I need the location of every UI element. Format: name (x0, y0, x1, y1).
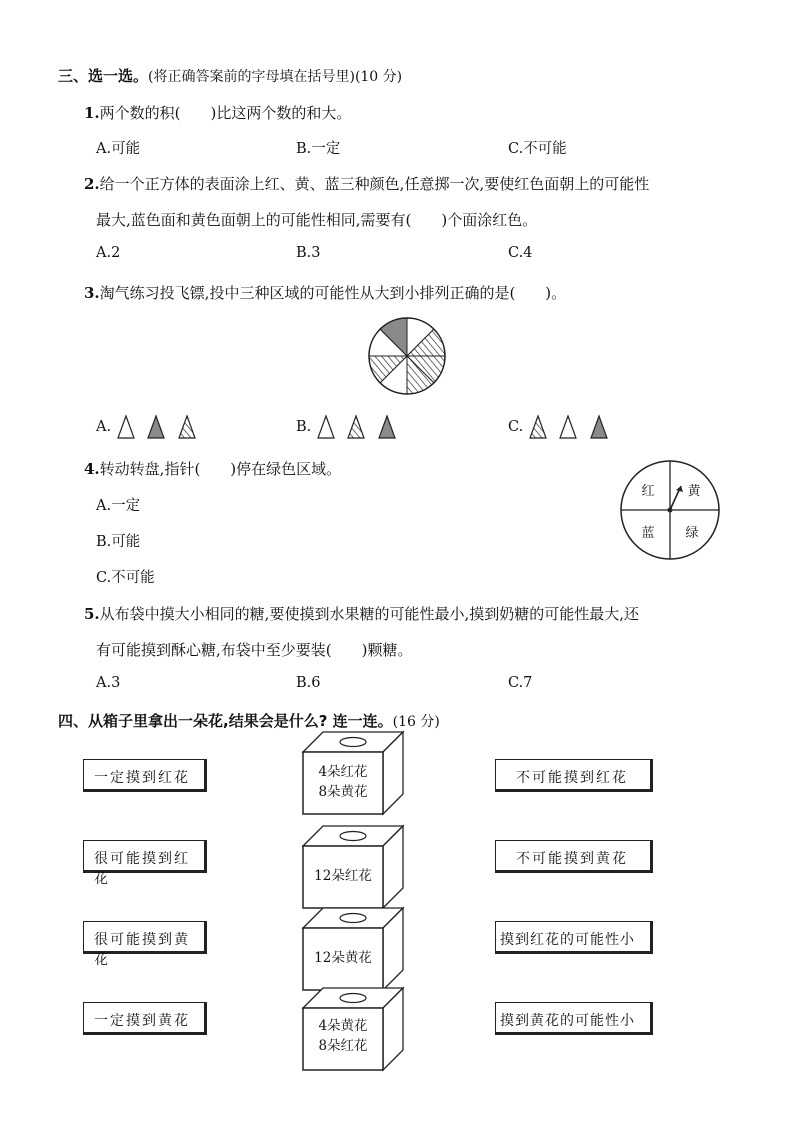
right-label-3[interactable]: 摸到红花的可能性小 (495, 921, 653, 954)
question-3: 3.淘气练习投飞镖,投中三种区域的可能性从大到小排列正确的是( )。 (84, 284, 567, 302)
flower-box-2[interactable] (299, 822, 409, 912)
white-triangle-icon (316, 414, 336, 440)
question-2: 2.给一个正方体的表面涂上红、黄、蓝三种颜色,任意掷一次,要使红色面朝上的可能性 (84, 175, 650, 193)
striped-triangle-icon (177, 414, 197, 440)
right-label-2[interactable]: 不可能摸到黄花 (495, 840, 653, 873)
gray-triangle-icon (377, 414, 397, 440)
q2-option-c: C.4 (508, 245, 533, 261)
gray-triangle-icon (589, 414, 609, 440)
spinner-figure (618, 458, 722, 562)
q1-option-b: B.一定 (296, 141, 341, 157)
question-5-line-2: 有可能摸到酥心糖,布袋中至少要装( )颗糖。 (96, 641, 413, 659)
flower-box-1[interactable] (299, 728, 409, 818)
q5-option-a: A.3 (96, 675, 121, 691)
left-label-4[interactable]: 一定摸到黄花 (83, 1002, 207, 1035)
box-line-2: 8朵黄花 (318, 784, 368, 800)
spinner-blue-label: 蓝 (641, 526, 655, 541)
box-line-1: 12朵黄花 (314, 950, 372, 966)
question-4: 4.转动转盘,指针( )停在绿色区域。 (84, 460, 342, 478)
section-3-title: 三、选一选。(将正确答案前的字母填在括号里)(10 分) (58, 67, 403, 85)
q1-option-c: C.不可能 (508, 141, 567, 157)
q1-option-a: A.可能 (96, 141, 141, 157)
left-label-2[interactable]: 很可能摸到红花 (83, 840, 207, 873)
q2-option-b: B.3 (296, 245, 321, 261)
white-triangle-icon (116, 414, 136, 440)
right-label-4[interactable]: 摸到黄花的可能性小 (495, 1002, 653, 1035)
gray-triangle-icon (146, 414, 166, 440)
box-line-1: 12朵红花 (314, 868, 372, 884)
section-4-title: 四、从箱子里拿出一朵花,结果会是什么? 连一连。(16 分) (58, 712, 440, 730)
right-label-1[interactable]: 不可能摸到红花 (495, 759, 653, 792)
left-label-3[interactable]: 很可能摸到黄花 (83, 921, 207, 954)
question-1: 1.两个数的积( )比这两个数的和大。 (84, 104, 352, 122)
left-label-1[interactable]: 一定摸到红花 (83, 759, 207, 792)
white-triangle-icon (558, 414, 578, 440)
q5-option-b: B.6 (296, 675, 321, 691)
dartboard-figure (366, 315, 448, 397)
spinner-red-label: 红 (641, 484, 655, 499)
q3-option-b: B. (296, 414, 403, 440)
question-2-line-2: 最大,蓝色面和黄色面朝上的可能性相同,需要有( )个面涂红色。 (96, 211, 538, 229)
box-line-1: 4朵黄花 (318, 1018, 368, 1034)
q4-option-a: A.一定 (96, 498, 141, 514)
striped-triangle-icon (346, 414, 366, 440)
flower-box-3[interactable] (299, 904, 409, 994)
spinner-green-label: 绿 (685, 526, 699, 541)
q4-option-c: C.不可能 (96, 570, 155, 586)
q5-option-c: C.7 (508, 675, 533, 691)
flower-box-4[interactable] (299, 984, 409, 1074)
question-5: 5.从布袋中摸大小相同的糖,要使摸到水果糖的可能性最小,摸到奶糖的可能性最大,还 (84, 605, 639, 623)
q2-option-a: A.2 (96, 245, 121, 261)
box-line-2: 8朵红花 (318, 1038, 368, 1054)
spinner-yellow-label: 黄 (687, 484, 701, 499)
q4-option-b: B.可能 (96, 534, 141, 550)
striped-triangle-icon (528, 414, 548, 440)
box-line-1: 4朵红花 (318, 764, 368, 780)
q3-option-c: C. (508, 414, 615, 440)
q3-option-a: A. (96, 414, 203, 440)
